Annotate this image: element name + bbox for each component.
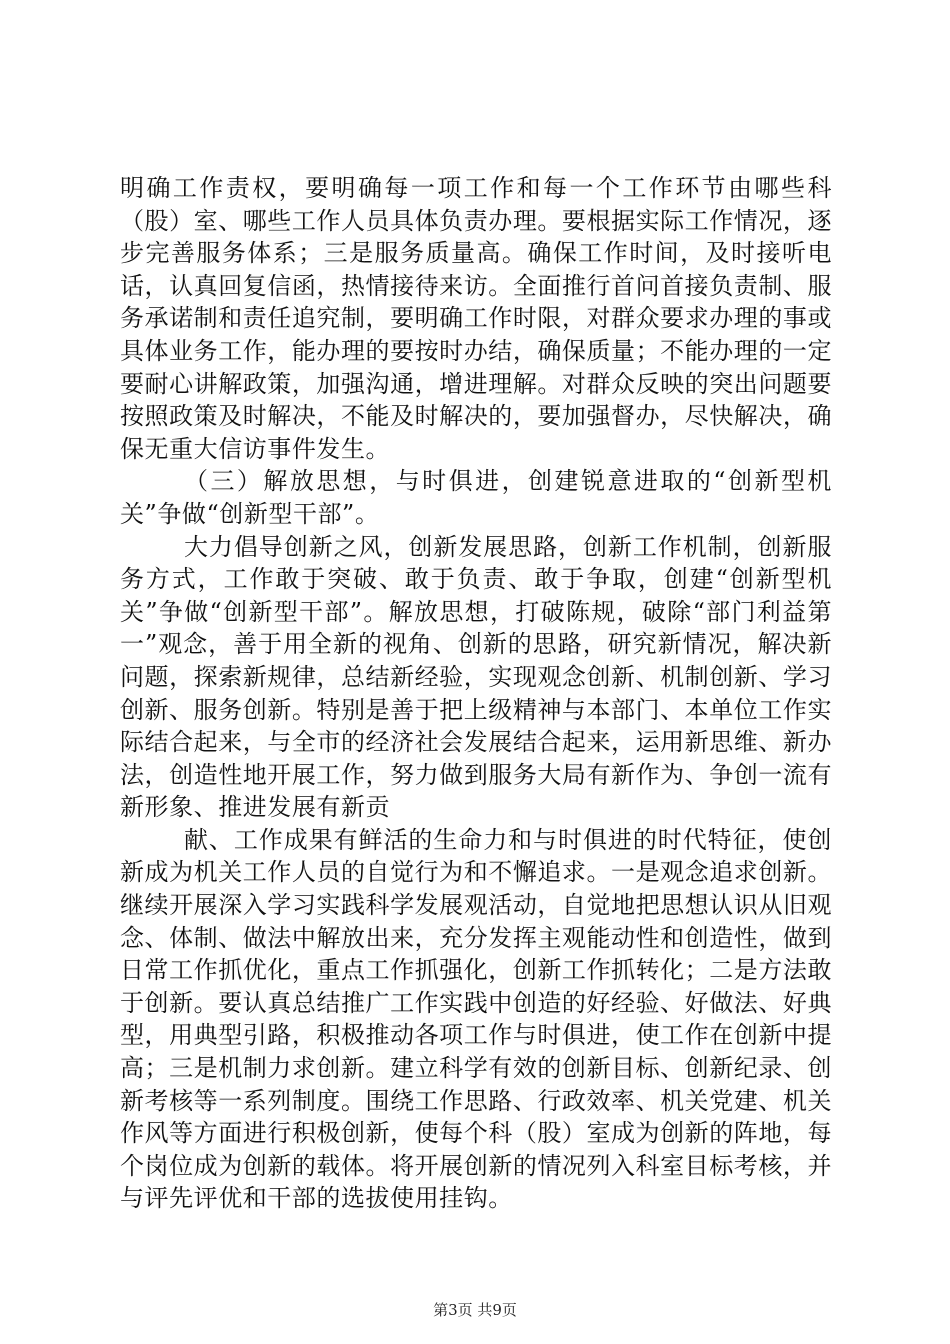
paragraph-innovation: 大力倡导创新之风，创新发展思路，创新工作机制，创新服务方式，工作敢于突破、敢于负责、敢于争取，创建“创新型机关”争做“创新型干部”。解放思想，打破陈规，破除“部门利益第一”观念，善于用全新的视角、创新的思路，研究新情况，解决新问题，探索新规律，总结新经验，实现观念创新、机制创新、学习创新、服务创新。特别是善于把上级精神与本部门、本单位工作实际结合起来，与全市的经济社会发展结合起来，运用新思维、新办法，创造性地开展工作，努力做到服务大局有新作为、争创一流有新形象、推进发展有新贡 <box>120 532 832 822</box>
paragraph-innovation-continued: 献、工作成果有鲜活的生命力和与时俱进的时代特征，使创新成为机关工作人员的自觉行为和不懈追求。一是观念追求创新。继续开展深入学习实践科学发展观活动，自觉地把思想认识从旧观念、体制、做法中解放出来，充分发挥主观能动性和创造性，做到日常工作抓优化，重点工作抓强化，创新工作抓转化；二是方法敢于创新。要认真总结推广工作实践中创造的好经验、好做法、好典型，用典型引路，积极推动各项工作与时俱进，使工作在创新中提高；三是机制力求创新。建立科学有效的创新目标、创新纪录、创新考核等一系列制度。围绕工作思路、行政效率、机关党建、机关作风等方面进行积极创新，使每个科（股）室成为创新的阵地，每个岗位成为创新的载体。将开展创新的情况列入科室目标考核，并与评先评优和干部的选拔使用挂钩。 <box>120 825 832 1213</box>
section-heading: （三）解放思想，与时俱进，创建锐意进取的“创新型机关”争做“创新型干部”。 <box>120 467 832 528</box>
document-body <box>120 172 832 1215</box>
page-footer: 第3页 共9页 <box>433 1301 517 1319</box>
paragraph-continued: 明确工作责权，要明确每一项工作和每一个工作环节由哪些科（股）室、哪些工作人员具体负责办理。要根据实际工作情况，逐步完善服务体系；三是服务质量高。确保工作时间，及时接听电话，认真回复信函，热情接待来访。全面推行首问首接负责制、服务承诺制和责任追究制，要明确工作时限，对群众要求办理的事或具体业务工作，能办理的要按时办结，确保质量；不能办理的一定要耐心讲解政策，加强沟通，增进理解。对群众反映的突出问题要按照政策及时解决，不能及时解决的，要加强督办，尽快解决，确保无重大信访事件发生。 <box>120 174 832 463</box>
